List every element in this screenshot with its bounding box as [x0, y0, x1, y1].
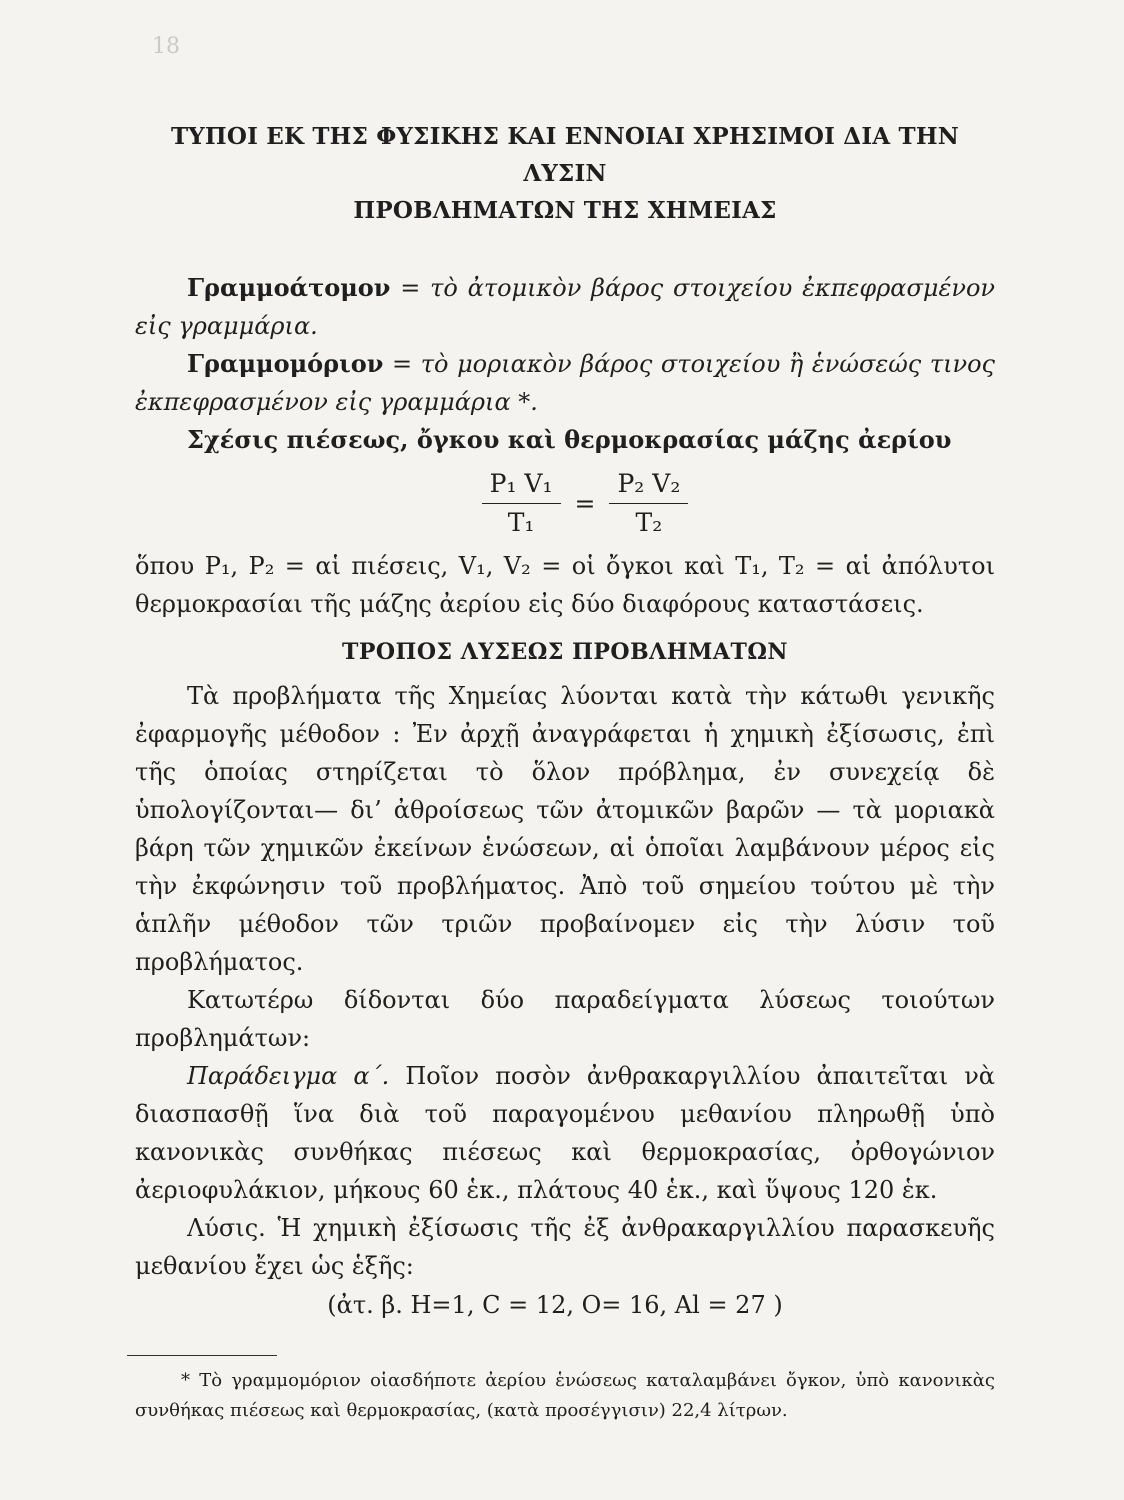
right-numerator: P₂ V₂: [609, 467, 688, 504]
section-title: ΤΡΟΠΟΣ ΛΥΣΕΩΣ ΠΡΟΒΛΗΜΑΤΩΝ: [341, 639, 789, 665]
title-line-2: ΠΡΟΒΛΗΜΑΤΩΝ ΤΗΣ ΧΗΜΕΙΑΣ: [353, 197, 777, 224]
gram-atom-text: = τὸ ἀτομικὸν βάρος στοιχείου ἐκπεφρασμένον εἰς γραμμάρια.: [135, 274, 995, 340]
left-fraction: [482, 467, 561, 540]
gram-molecule-term: Γραμμομόριον: [187, 349, 384, 378]
examples-intro: Κατωτέρω δίδονται δύο παραδείγματα λύσεως τοιούτων προβλημάτων:: [135, 986, 995, 1052]
right-fraction: [609, 467, 688, 540]
atomic-weights: (ἀτ. β. H=1, C = 12, O= 16, Al = 27 ): [327, 1291, 783, 1319]
gas-relation-heading: Σχέσις πιέσεως, ὄγκου καὶ θερμοκρασίας μάζης ἀερίου: [187, 425, 952, 454]
footnote: * Τὸ γραμμομόριον οἱασδήποτε ἀερίου ἑνώσεως καταλαμβάνει ὄγκον, ὑπὸ κανονικὰς συνθήκας πιέσεως καὶ θερμοκρασίας, (κατὰ προσέγγισιν) 22,4 λίτρων.: [135, 1370, 995, 1421]
right-denominator: T₂: [635, 507, 663, 537]
gram-atom-term: Γραμμοάτομον: [187, 273, 391, 302]
gram-molecule-text: = τὸ μοριακὸν βάρος στοιχείου ἢ ἑνώσεώς τινος ἐκπεφρασμένον εἰς γραμμάρια *.: [135, 350, 995, 416]
left-denominator: T₁: [507, 507, 535, 537]
example-paragraph: [135, 1057, 995, 1209]
gas-law-formula: [175, 459, 995, 547]
left-numerator: P₁ V₁: [482, 467, 561, 504]
gram-atom-definition: [135, 269, 995, 345]
example-label: Παράδειγμα α΄.: [187, 1062, 390, 1090]
page-body: [135, 118, 995, 1426]
page-number: 18: [152, 34, 180, 59]
footnote-divider: [127, 1355, 277, 1356]
gram-molecule-definition: [135, 345, 995, 421]
page-title: [135, 118, 995, 229]
formula-explanation: ὅπου P₁, P₂ = αἱ πιέσεις, V₁, V₂ = οἱ ὄγκοι καὶ T₁, T₂ = αἱ ἀπόλυτοι θερμοκρασίαι τῆς μάζης ἀερίου εἰς δύο διαφόρους καταστάσεις.: [135, 552, 995, 618]
title-line-1: ΤΥΠΟΙ ΕΚ ΤΗΣ ΦΥΣΙΚΗΣ ΚΑΙ ΕΝΝΟΙΑΙ ΧΡΗΣΙΜΟΙ ΔΙΑ ΤΗΝ ΛΥΣΙΝ: [170, 123, 960, 187]
method-paragraph: Τὰ προβλήματα τῆς Χημείας λύονται κατὰ τὴν κάτωθι γενικῆς ἐφαρμογῆς μέθοδον : Ἐν ἀρχῇ ἀναγράφεται ἡ χημικὴ ἐξίσωσις, ἐπὶ τῆς ὁποίας στηρίζεται τὸ ὅλον πρόβλημα, ἐν συνεχείᾳ δὲ ὑπολογίζονται— δι’ ἀθροίσεως τῶν ἀτομικῶν βαρῶν — τὰ μοριακὰ βάρη τῶν χημικῶν ἐκείνων ἑνώσεων, αἱ ὁποῖαι λαμβάνουν μέρος εἰς τὴν ἐκφώνησιν τοῦ προβλήματος. Ἀπὸ τοῦ σημείου τούτου μὲ τὴν ἁπλῆν μέθοδον τῶν τριῶν προβαίνομεν εἰς τὴν λύσιν τοῦ προβλήματος.: [135, 682, 995, 976]
equals-sign: =: [574, 488, 596, 518]
example-text: Ποῖον ποσὸν ἀνθρακαργιλλίου ἀπαιτεῖται νὰ διασπασθῇ ἵνα διὰ τοῦ παραγομένου μεθανίου πληρωθῇ ὑπὸ κανονικὰς συνθήκας πιέσεως καὶ θερμοκρασίας, ὀρθογώνιον ἀεριοφυλάκιον, μήκους 60 ἑκ., πλάτους 40 ἑκ., καὶ ὕψους 120 ἑκ.: [135, 1062, 995, 1204]
solution-paragraph: Λύσις. Ἡ χημικὴ ἐξίσωσις τῆς ἐξ ἀνθρακαργιλλίου παρασκευῆς μεθανίου ἔχει ὡς ἑξῆς:: [135, 1214, 995, 1280]
